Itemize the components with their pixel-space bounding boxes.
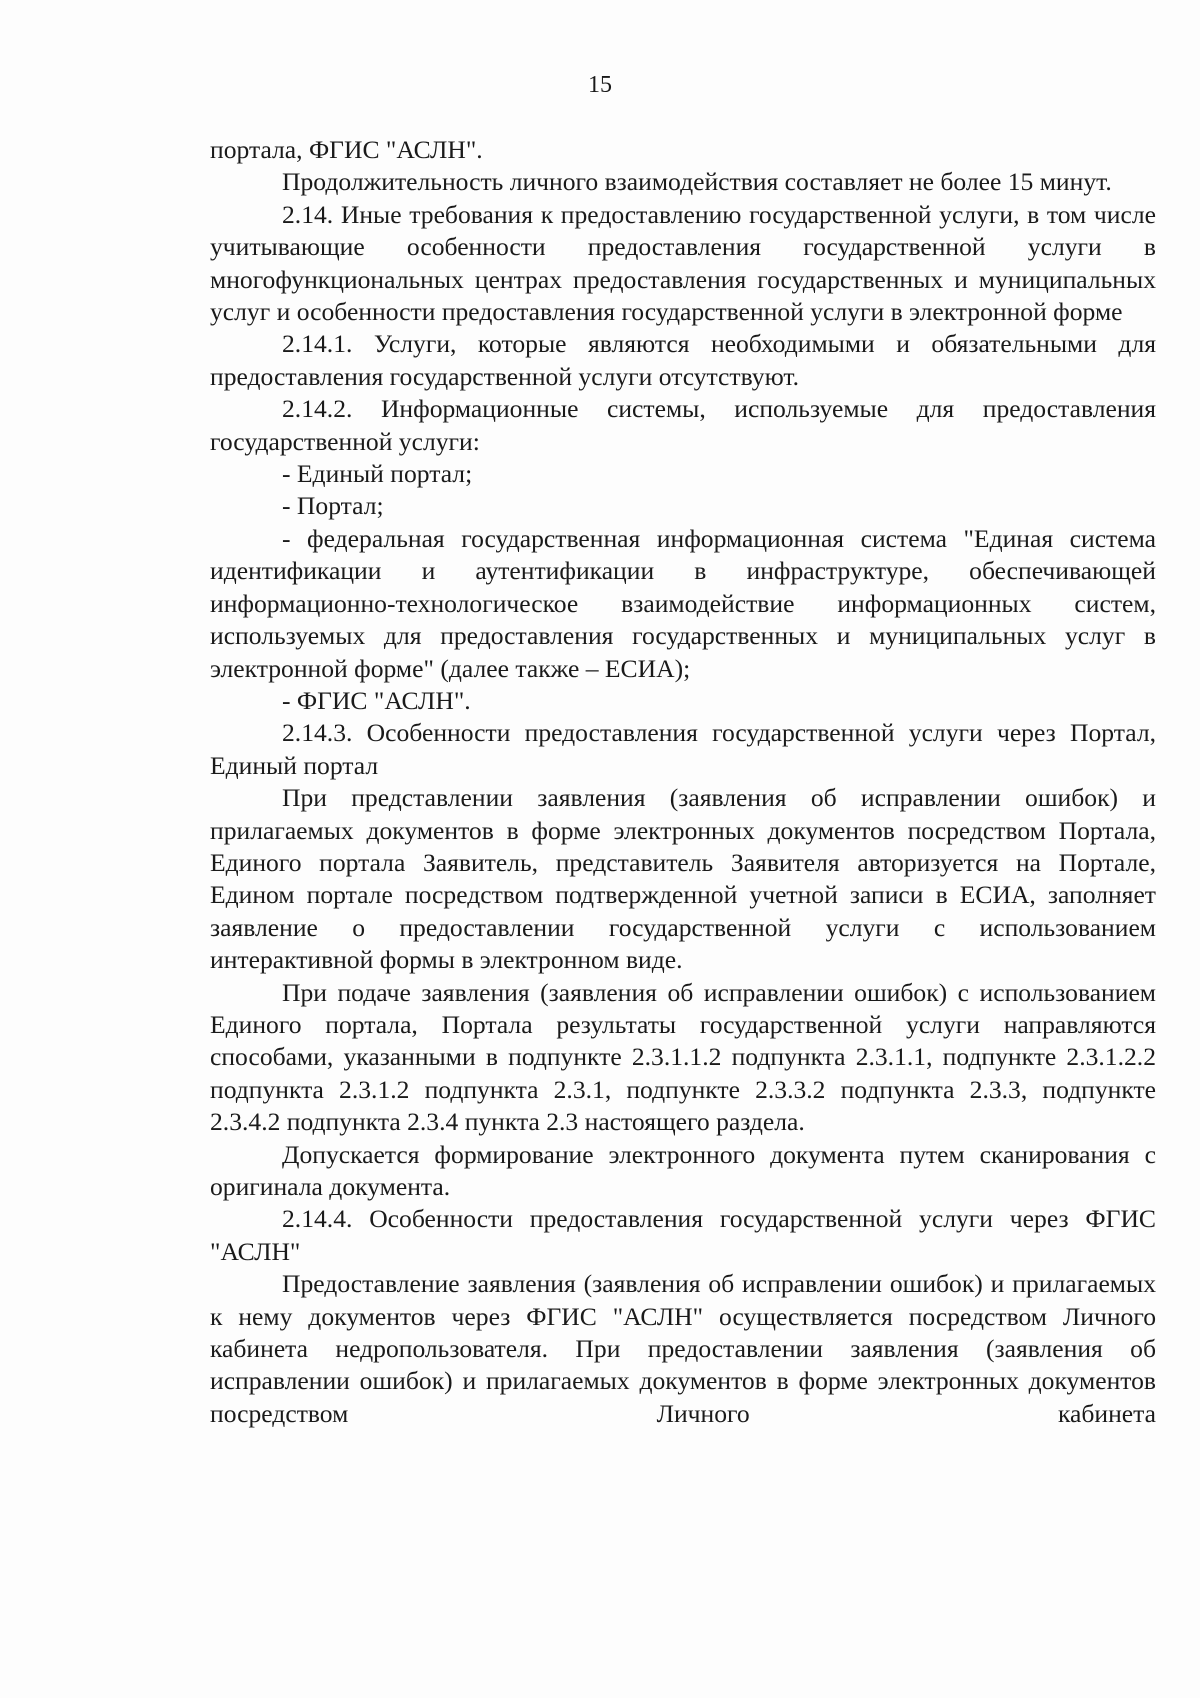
paragraph-sec-2-14-4: 2.14.4. Особенности предоставления государственной услуги через ФГИС "АСЛН" [210, 1204, 1156, 1266]
paragraph-sec-2-14-3: 2.14.3. Особенности предоставления государственной услуги через Портал, Единый портал [210, 718, 1156, 780]
document-body [210, 134, 1156, 1430]
paragraph-para-scanning: Допускается формирование электронного документа путем сканирования с оригинала документа. [210, 1139, 1156, 1201]
paragraph-sec-2-14-1: 2.14.1. Услуги, которые являются необходимыми и обязательными для предоставления государственной услуги отсутствуют. [210, 329, 1156, 391]
paragraph-duration: Продолжительность личного взаимодействия составляет не более 15 минут. [282, 167, 1112, 197]
paragraph-cont-portal: портала, ФГИС "АСЛН". [210, 135, 483, 164]
paragraph-para-submission: При представлении заявления (заявления об исправлении ошибок) и прилагаемых документов в форме электронных документов посредством Портала, Единого портала Заявитель, представитель Заявителя авторизуется на Портале, Едином портале посредством подтвержденной учетной записи в ЕСИА, заполняет заявление о предоставлении государственной услуги с использованием интерактивной формы в электронном виде. [210, 783, 1156, 975]
paragraph-sec-2-14: 2.14. Иные требования к предоставлению государственной услуги, в том числе учитывающие особенности предоставления государственной услуги в многофункциональных центрах предоставления государственных и муниципальных услуг и особенности предоставления государственной услуги в электронной форме [210, 199, 1156, 327]
paragraph-para-cabinet: Предоставление заявления (заявления об исправлении ошибок) и прилагаемых к нему документов через ФГИС "АСЛН" осуществляется посредством Личного кабинета недропользователя. При предоставлении заявления (заявления об исправлении ошибок) и прилагаемых документов в форме электронных документов посредством Личного кабинета [210, 1269, 1156, 1428]
paragraph-para-results: При подаче заявления (заявления об исправлении ошибок) с использованием Единого портала, Портала результаты государственной услуги направляются способами, указанными в подпункте 2.3.1.1.2 подпункта 2.3.1.1, подпункте 2.3.1.2.2 подпункта 2.3.1.2 подпункта 2.3.1, подпункте 2.3.3.2 подпункта 2.3.3, подпункте 2.3.4.2 подпункта 2.3.4 пункта 2.3 настоящего раздела. [210, 977, 1156, 1137]
paragraph-item-portal: - Портал; [282, 491, 384, 521]
paragraph-item-esia: - федеральная государственная информационная система "Единая система идентификации и аутентификации в инфраструктуре, обеспечивающей информационно-технологическое взаимодействие информационных систем, используемых для предоставления государственных и муниципальных услуг в электронной форме" (далее также – ЕСИА); [210, 523, 1156, 683]
paragraph-item-fgis: - ФГИС "АСЛН". [282, 685, 471, 715]
page-number: 15 [588, 72, 612, 98]
paragraph-sec-2-14-2: 2.14.2. Информационные системы, используемые для предоставления государственной услуги: [210, 394, 1156, 456]
paragraph-item-unified-portal: - Единый портал; [282, 459, 473, 489]
